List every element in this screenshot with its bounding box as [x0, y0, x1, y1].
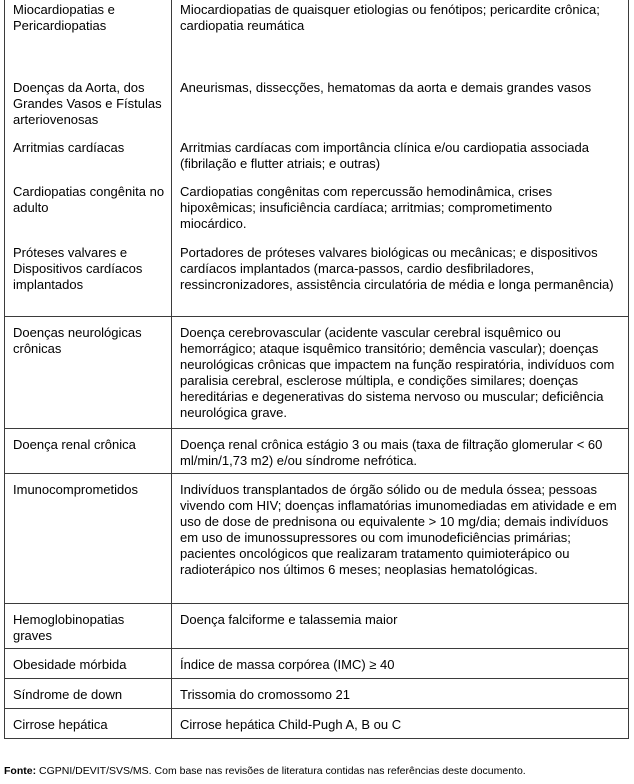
condition-cell: Cirrose hepática [5, 708, 172, 738]
condition-cell: Doenças neurológicas crônicas [5, 316, 172, 428]
source-note [4, 765, 526, 778]
table-row [5, 473, 629, 603]
table-row [5, 603, 629, 648]
condition-cell: Miocardiopatias e Pericardiopatias [5, 0, 172, 58]
table-row [5, 708, 629, 738]
table-row [5, 0, 629, 58]
description-cell: Doença cerebrovascular (acidente vascular cerebral isquêmico ou hemorrágico; ataque isquêmico transitório; demência vascular); doenças neurológicas crônicas que impactem na função respiratória, indivíduos com paralisia cerebral, esclerose múltipla, e condições similares; doenças hereditárias e degenerativas do sistema nervoso ou muscular; deficiência neurológica grave. [172, 316, 629, 428]
condition-cell: Cardiopatias congênita no adulto [5, 176, 172, 237]
description-cell: Trissomia do cromossomo 21 [172, 678, 629, 708]
condition-cell: Doenças da Aorta, dos Grandes Vasos e Fístulas arteriovenosas [5, 58, 172, 132]
table-row [5, 648, 629, 678]
table-row [5, 132, 629, 176]
description-cell: Miocardiopatias de quaisquer etiologias ou fenótipos; pericardite crônica; cardiopatia reumática [172, 0, 629, 58]
source-label: Fonte: [4, 765, 37, 777]
table-row [5, 58, 629, 132]
description-cell: Cardiopatias congênitas com repercussão hemodinâmica, crises hipoxêmicas; insuficiência cardíaca; arritmias; comprometimento miocárdico. [172, 176, 629, 237]
condition-cell: Doença renal crônica [5, 428, 172, 473]
condition-cell: Síndrome de down [5, 678, 172, 708]
condition-cell: Próteses valvares e Dispositivos cardíacos implantados [5, 237, 172, 316]
comorbidities-table [4, 0, 629, 739]
description-cell: Aneurismas, dissecções, hematomas da aorta e demais grandes vasos [172, 58, 629, 132]
description-cell: Índice de massa corpórea (IMC) ≥ 40 [172, 648, 629, 678]
description-cell: Doença renal crônica estágio 3 ou mais (taxa de filtração glomerular < 60 ml/min/1,73 m2) e/ou síndrome nefrótica. [172, 428, 629, 473]
condition-cell: Hemoglobinopatias graves [5, 603, 172, 648]
table-row [5, 316, 629, 428]
description-cell: Cirrose hepática Child-Pugh A, B ou C [172, 708, 629, 738]
condition-cell: Arritmias cardíacas [5, 132, 172, 176]
description-cell: Portadores de próteses valvares biológicas ou mecânicas; e dispositivos cardíacos implantados (marca-passos, cardio desfibriladores, ressincronizadores, assistência circulatória de média e longa permanência) [172, 237, 629, 316]
condition-cell: Obesidade mórbida [5, 648, 172, 678]
condition-cell: Imunocomprometidos [5, 473, 172, 603]
table-row [5, 428, 629, 473]
table-row [5, 237, 629, 316]
table-row [5, 176, 629, 237]
table-row [5, 678, 629, 708]
description-cell: Indivíduos transplantados de órgão sólido ou de medula óssea; pessoas vivendo com HIV; doenças inflamatórias imunomediadas em atividade e em uso de dose de prednisona ou equivalente > 10 mg/dia; demais indivíduos em uso de imunossupressores ou com imunodeficiências primárias; pacientes oncológicos que realizaram tratamento quimioterápico ou radioterápico nos últimos 6 meses; neoplasias hematológicas. [172, 473, 629, 603]
source-text: CGPNI/DEVIT/SVS/MS. Com base nas revisões de literatura contidas nas referências deste documento. [36, 765, 526, 777]
description-cell: Doença falciforme e talassemia maior [172, 603, 629, 648]
description-cell: Arritmias cardíacas com importância clínica e/ou cardiopatia associada (fibrilação e flutter atriais; e outras) [172, 132, 629, 176]
